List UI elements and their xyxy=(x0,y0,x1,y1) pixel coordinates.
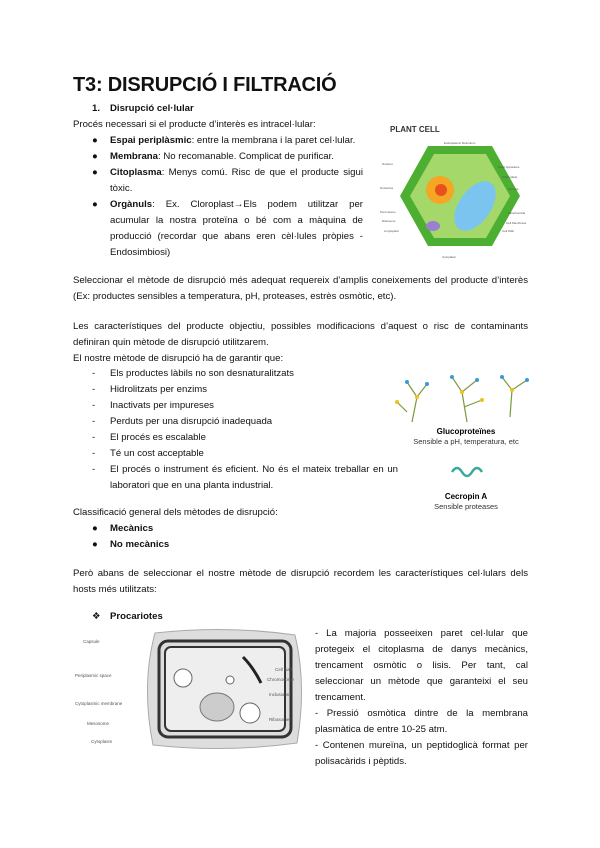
paragraph: Seleccionar el mètode de disrupció més adequat requereix d’amplis coneixements del producte d’interès (Ex: productes sensibles a temperatura, pH, proteases, estrès osmòtic, etc). xyxy=(73,275,528,302)
svg-text:PLANT CELL: PLANT CELL xyxy=(390,125,440,134)
svg-text:Golgi Apparatus: Golgi Apparatus xyxy=(498,165,520,169)
list-item: Perduts per una disrupció inadequada xyxy=(110,416,273,427)
svg-text:Chloroplast: Chloroplast xyxy=(502,175,518,179)
svg-text:Cytoplasmic membrane: Cytoplasmic membrane xyxy=(75,701,123,706)
note: - Contenen mureïna, un peptidoglicà format per polisacàrids i pèptids. xyxy=(315,740,528,767)
svg-text:Vacuole: Vacuole xyxy=(508,187,519,191)
svg-text:Cell wall: Cell wall xyxy=(275,667,292,672)
svg-text:Cytoplasm: Cytoplasm xyxy=(442,255,457,259)
list-item: Els productes làbils no son desnaturalitzats xyxy=(110,368,294,379)
svg-text:Ribosome: Ribosome xyxy=(382,219,396,223)
paragraph: Però abans de seleccionar el nostre mètode de disrupció recordem les característiques cel·lulars dels hosts més utilitzats: xyxy=(73,568,528,595)
svg-text:Capsule: Capsule xyxy=(83,639,100,644)
svg-text:Nucleus: Nucleus xyxy=(382,162,393,166)
paragraph: Les característiques del producte objectiu, possibles modificacions d’aquest o risc de contaminants definiran quin mètode de disrupció utilitzarem. xyxy=(73,321,528,348)
svg-text:Sensible proteases: Sensible proteases xyxy=(434,502,498,511)
list-item: Orgànuls: Ex. Cloroplast→Els podem utilitzar per acumular la nostra proteïna o bé com a màquina de producció (recordar que abans eren cèl·lules pròpies - Endosimbiosi) xyxy=(110,199,363,258)
svg-text:Inclusions: Inclusions xyxy=(269,692,290,697)
svg-text:Cecropin A: Cecropin A xyxy=(444,492,488,501)
svg-text:Chromosome: Chromosome xyxy=(267,677,295,682)
list-item: Espai periplàsmic: entre la membrana i la paret cel·lular. xyxy=(110,135,356,146)
svg-text:Nucleolus: Nucleolus xyxy=(380,186,394,190)
svg-text:Glucoproteïnes: Glucoproteïnes xyxy=(436,427,496,436)
list-item: Hidrolitzats per enzims xyxy=(110,384,208,395)
intro-text: Procés necessari si el producte d’interès es intracel·lular: xyxy=(73,119,316,130)
plant-cell-diagram xyxy=(380,118,540,264)
svg-text:Cell Membrane: Cell Membrane xyxy=(506,221,527,225)
svg-text:Ribosome: Ribosome xyxy=(269,717,290,722)
diamond-bullet-icon: ❖ xyxy=(92,611,101,622)
paragraph: El nostre mètode de disrupció ha de garantir que: xyxy=(73,353,284,364)
svg-text:Sensible a pH, temperatura, et: Sensible a pH, temperatura, etc xyxy=(413,437,519,446)
list-item: Inactivats per impureses xyxy=(110,400,214,411)
svg-text:Endoplasmic Reticulum: Endoplasmic Reticulum xyxy=(444,141,476,145)
list-item: Mecànics xyxy=(110,523,154,534)
svg-text:Mesosome: Mesosome xyxy=(87,721,110,726)
list-item: Citoplasma: Menys comú. Risc de que el producte sigui tòxic. xyxy=(110,167,363,194)
svg-text:Cytoplasm: Cytoplasm xyxy=(91,739,113,744)
section-number: 1. xyxy=(92,103,101,114)
proteins-figure xyxy=(392,372,540,517)
section-heading: Disrupció cel·lular xyxy=(110,103,194,114)
note: - Pressió osmòtica dintre de la membrana plasmàtica de entre 10-25 atm. xyxy=(315,708,528,735)
list-item: No mecànics xyxy=(110,539,170,550)
svg-text:Periplasmic space: Periplasmic space xyxy=(75,673,112,678)
subheading: Procariotes xyxy=(110,611,163,622)
paragraph: Classificació general dels mètodes de disrupció: xyxy=(73,507,278,518)
list-item: Té un cost acceptable xyxy=(110,448,204,459)
svg-text:Mitochondria: Mitochondria xyxy=(508,211,526,215)
list-item: El procés es escalable xyxy=(110,432,206,443)
svg-text:Cell Wall: Cell Wall xyxy=(502,229,514,233)
svg-text:Peroxisome: Peroxisome xyxy=(380,210,396,214)
note: - La majoria posseeixen paret cel·lular que protegeix el citoplasma de danys mecànics, trencament osmòtic o lisis. Per tant, cal seleccionar un mètode que garanteixi el seu trencament. xyxy=(315,628,528,703)
list-item: El procés o instrument és eficient. No és el mateix treballar en un laboratori que en una planta industrial. xyxy=(110,464,398,491)
svg-text:Amyloplast: Amyloplast xyxy=(384,229,399,233)
list-item: Membrana: No recomanable. Complicat de purificar. xyxy=(110,151,334,162)
page-title: T3: DISRUPCIÓ I FILTRACIÓ xyxy=(73,74,337,96)
prokaryote-diagram xyxy=(75,625,315,770)
